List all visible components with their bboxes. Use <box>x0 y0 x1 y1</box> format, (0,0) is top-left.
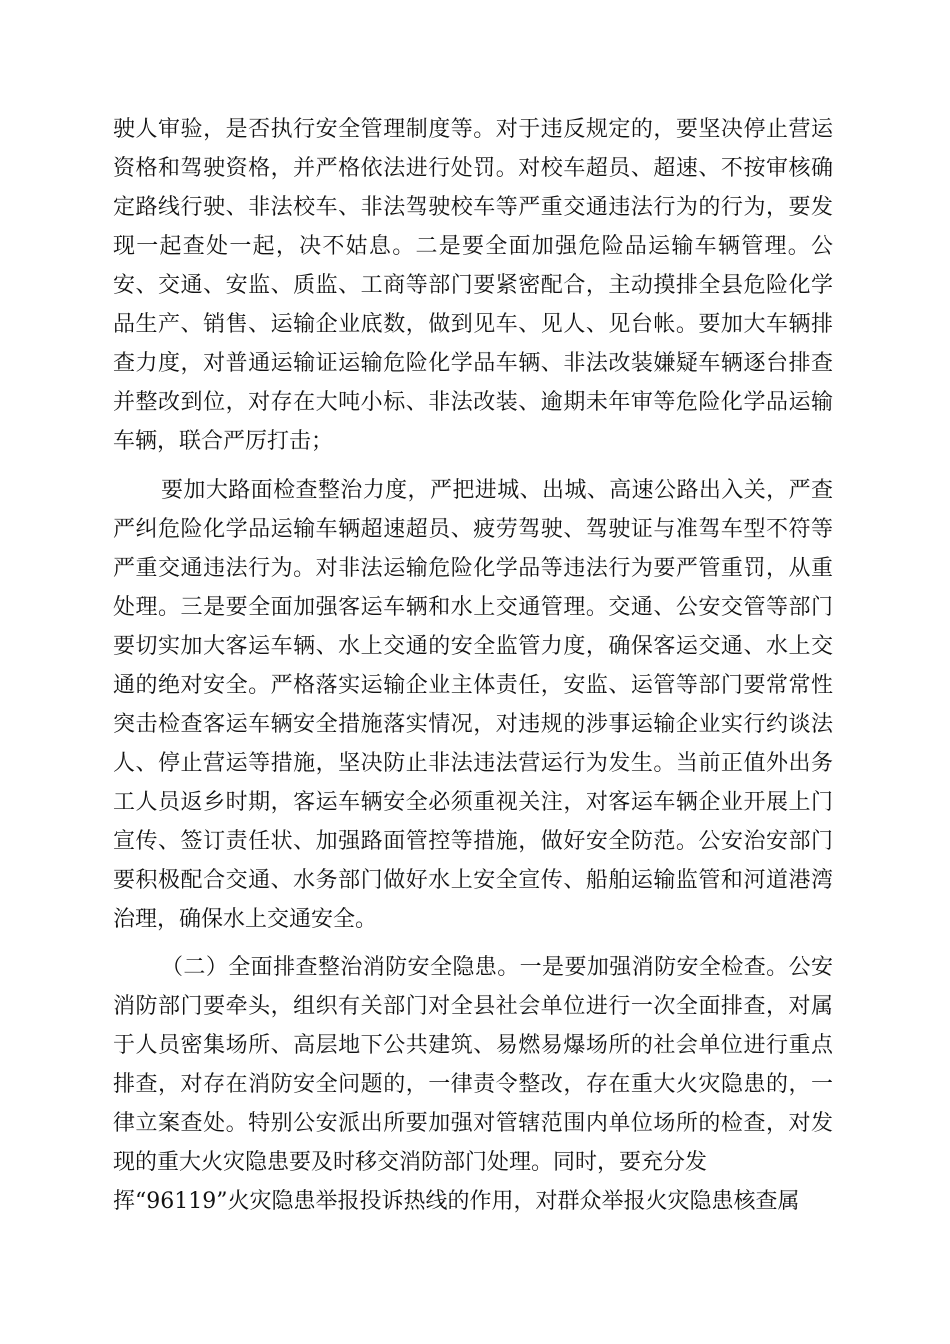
text-line: 严纠危险化学品运输车辆超速超员、疲劳驾驶、驾驶证与准驾车型不符等 <box>113 517 833 542</box>
text-line: 安、交通、安监、质监、工商等部门要紧密配合，主动摸排全县危险化学 <box>113 273 833 298</box>
text-line: 查力度，对普通运输证运输危险化学品车辆、非法改装嫌疑车辆逐台排查 <box>113 351 833 376</box>
text-line: 处理。三是要全面加强客运车辆和水上交通管理。交通、公安交管等部门 <box>113 595 833 620</box>
text-line: 驶人审验，是否执行安全管理制度等。对于违反规定的，要坚决停止营运 <box>113 117 833 142</box>
text-line: 严重交通违法行为。对非法运输危险化学品等违法行为要严管重罚，从重 <box>113 556 833 581</box>
text-line: 工人员返乡时期，客运车辆安全必须重视关注，对客运车辆企业开展上门 <box>113 790 833 815</box>
text-line: 现的重大火灾隐患要及时移交消防部门处理。同时，要充分发 <box>113 1150 708 1175</box>
text-line: 要加大路面检查整治力度，严把进城、出城、高速公路出入关，严查 <box>161 478 833 503</box>
text-line: 于人员密集场所、高层地下公共建筑、易燃易爆场所的社会单位进行重点 <box>113 1033 833 1058</box>
text-line: （二）全面排查整治消防安全隐患。一是要加强消防安全检查。公安 <box>161 955 833 980</box>
text-line: 宣传、签订责任状、加强路面管控等措施，做好安全防范。公安治安部门 <box>113 829 833 854</box>
text-line: 挥“96119”火灾隐患举报投诉热线的作用，对群众举报火灾隐患核查属 <box>113 1189 800 1214</box>
text-line: 人、停止营运等措施，坚决防止非法违法营运行为发生。当前正值外出务 <box>113 751 833 776</box>
text-line: 通的绝对安全。严格落实运输企业主体责任，安监、运管等部门要常常性 <box>113 673 833 698</box>
text-line: 排查，对存在消防安全问题的，一律责令整改，存在重大火灾隐患的，一 <box>113 1072 833 1097</box>
text-line: 并整改到位，对存在大吨小标、非法改装、逾期未年审等危险化学品运输 <box>113 390 833 415</box>
text-line: 消防部门要牵头，组织有关部门对全县社会单位进行一次全面排查，对属 <box>113 994 833 1019</box>
text-line: 要切实加大客运车辆、水上交通的安全监管力度，确保客运交通、水上交 <box>113 634 833 659</box>
text-line: 现一起查处一起，决不姑息。二是要全面加强危险品运输车辆管理。公 <box>113 234 833 259</box>
text-line: 定路线行驶、非法校车、非法驾驶校车等严重交通违法行为的行为，要发 <box>113 195 833 220</box>
text-line: 突击检查客运车辆安全措施落实情况，对违规的涉事运输企业实行约谈法 <box>113 712 833 737</box>
text-line: 律立案查处。特别公安派出所要加强对管辖范围内单位场所的检查，对发 <box>113 1111 833 1136</box>
text-line: 品生产、销售、运输企业底数，做到见车、见人、见台帐。要加大车辆排 <box>113 312 833 337</box>
text-line: 资格和驾驶资格，并严格依法进行处罚。对校车超员、超速、不按审核确 <box>113 156 833 181</box>
text-line: 要积极配合交通、水务部门做好水上安全宣传、船舶运输监管和河道港湾 <box>113 868 833 893</box>
text-line: 车辆，联合严厉打击； <box>113 429 334 454</box>
text-line: 治理，确保水上交通安全。 <box>113 907 378 932</box>
